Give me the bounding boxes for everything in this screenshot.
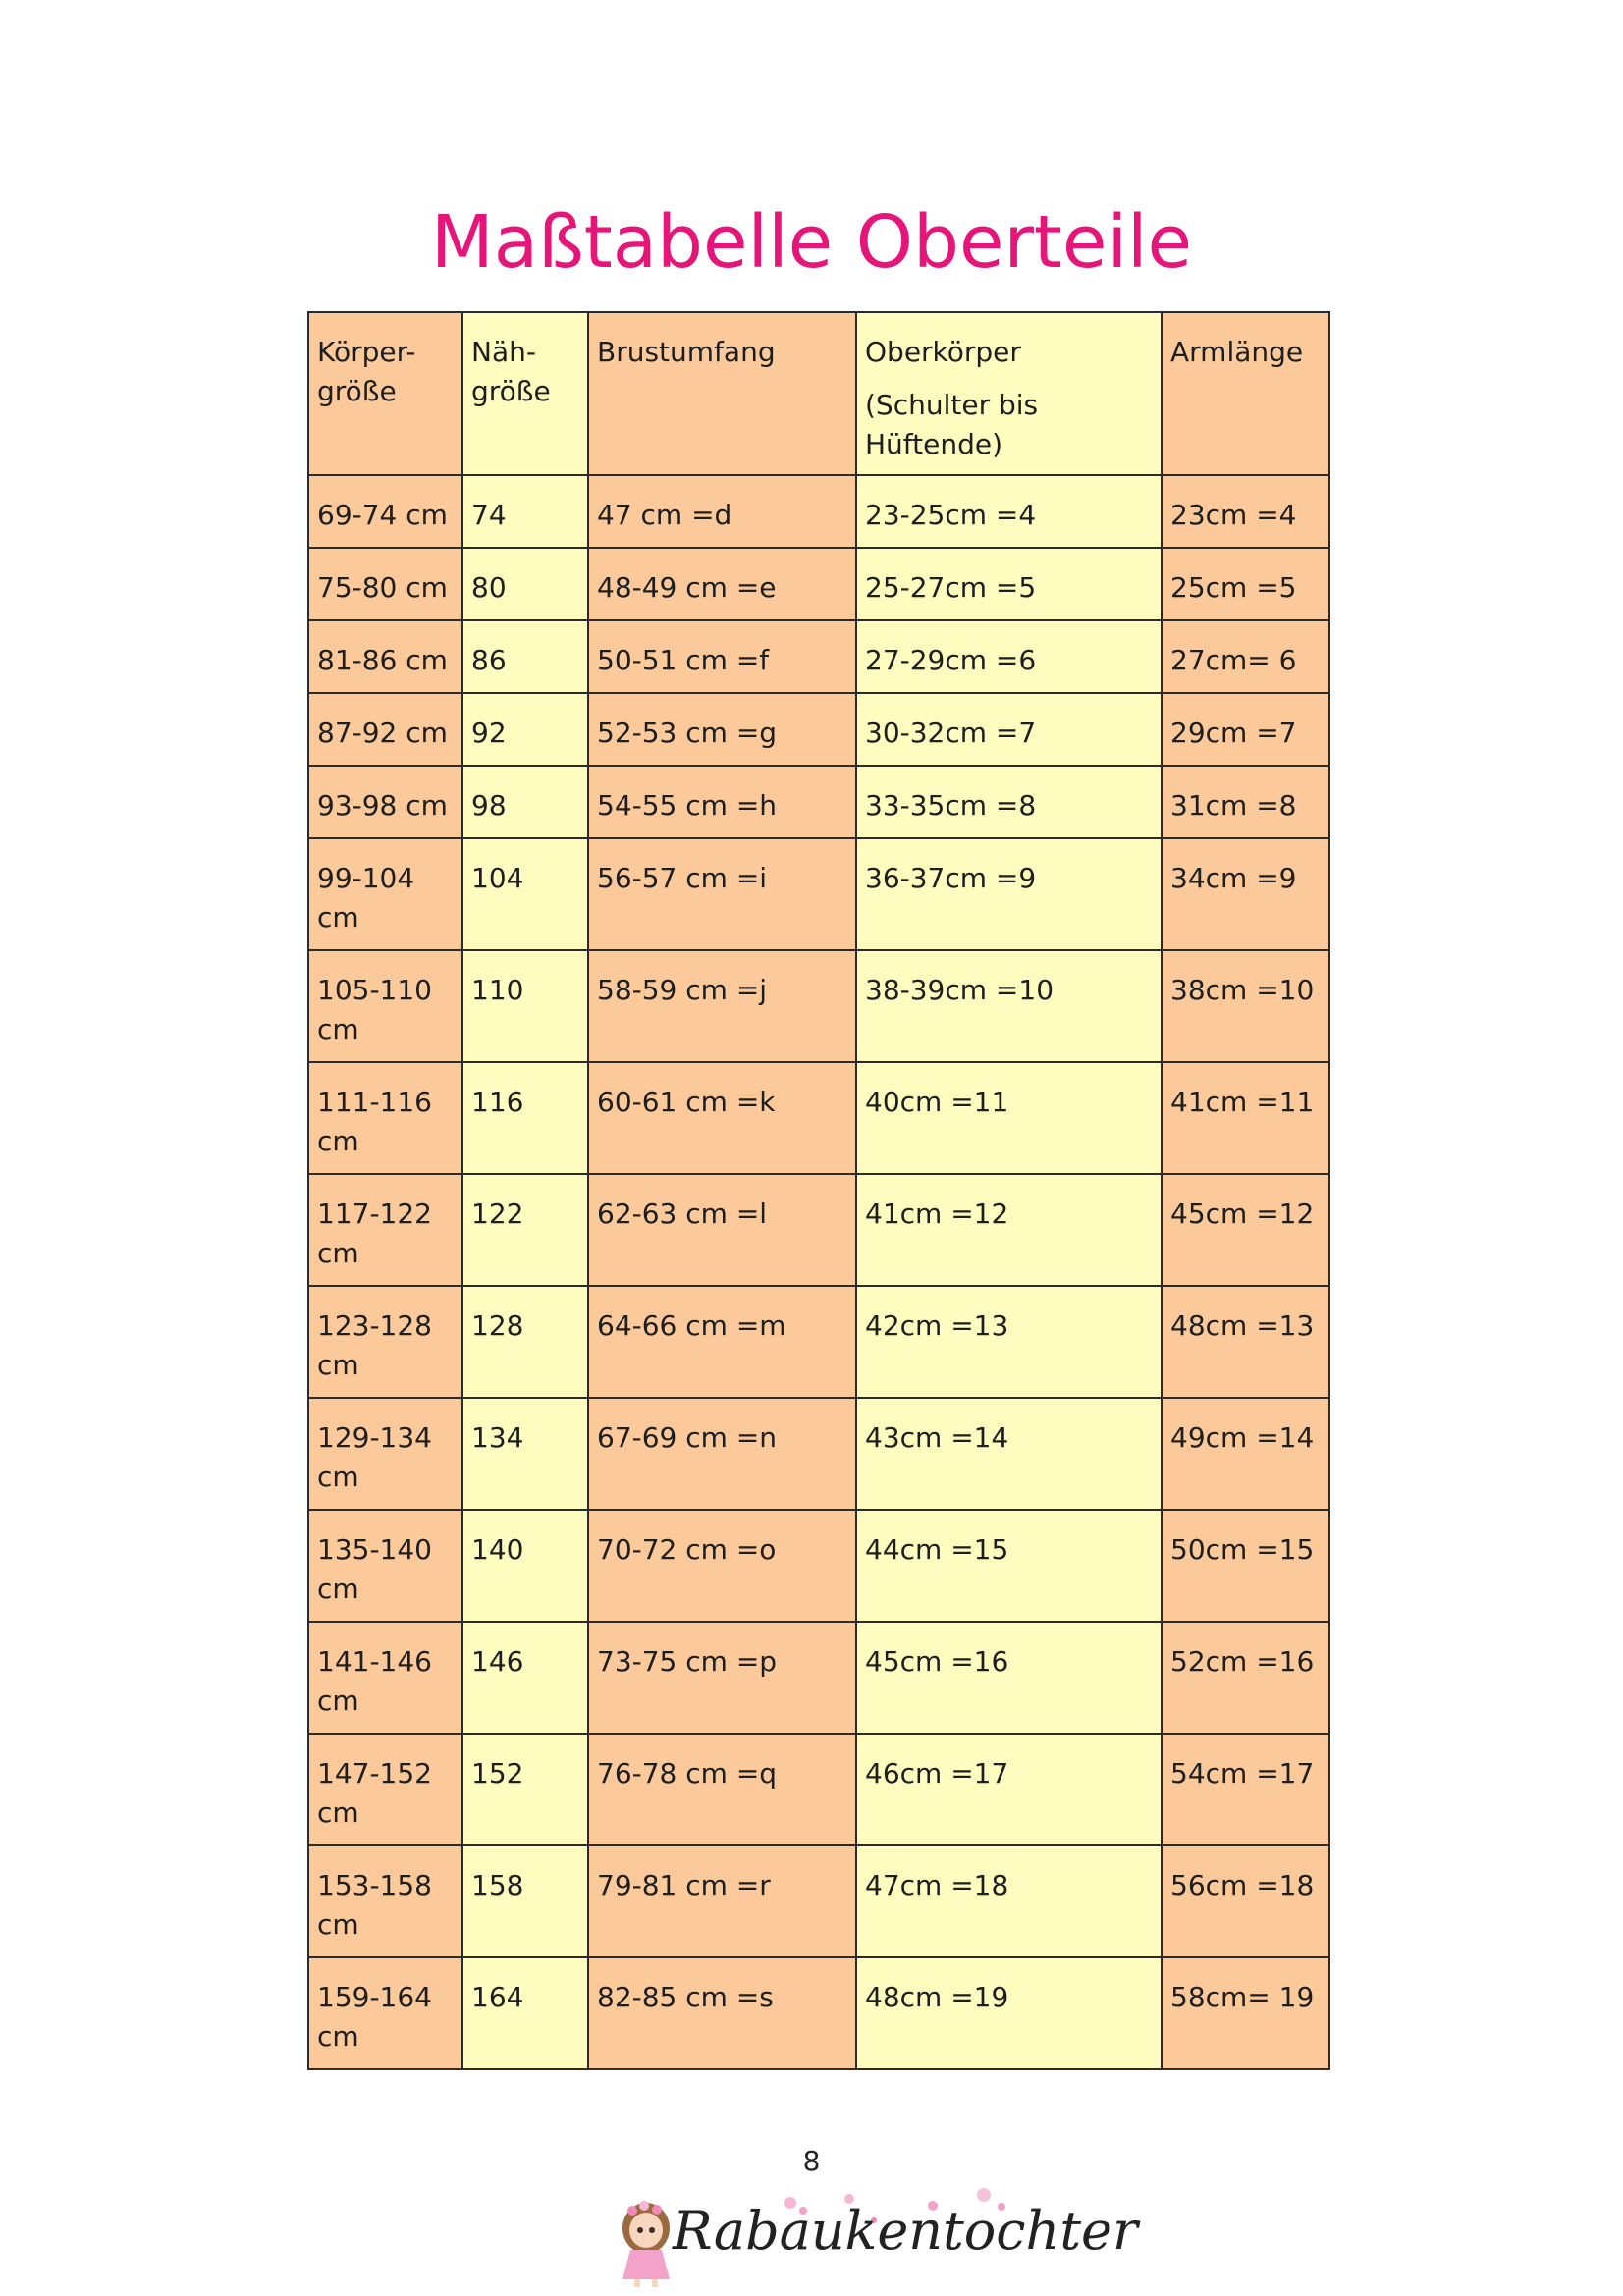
cell-brustumfang: 79-81 cm =r	[588, 1845, 856, 1957]
cell-naehgroesse: 140	[462, 1510, 588, 1622]
header-line: (Schulter bis	[865, 389, 1039, 421]
cell-brustumfang: 52-53 cm =g	[588, 693, 856, 766]
cell-brustumfang: 60-61 cm =k	[588, 1062, 856, 1174]
table-row	[308, 620, 1329, 693]
cell-koerpergroesse: 135-140 cm	[308, 1510, 462, 1622]
cell-brustumfang: 70-72 cm =o	[588, 1510, 856, 1622]
cell-naehgroesse: 80	[462, 548, 588, 620]
cell-koerpergroesse: 69-74 cm	[308, 475, 462, 548]
table-row	[308, 838, 1329, 950]
cell-naehgroesse: 86	[462, 620, 588, 693]
cell-brustumfang: 82-85 cm =s	[588, 1957, 856, 2069]
cell-naehgroesse: 164	[462, 1957, 588, 2069]
cell-armlaenge: 27cm= 6	[1162, 620, 1329, 693]
table-row	[308, 1062, 1329, 1174]
cell-naehgroesse: 98	[462, 766, 588, 838]
table-row	[308, 693, 1329, 766]
header-line: Näh-	[471, 336, 536, 368]
cell-armlaenge: 50cm =15	[1162, 1510, 1329, 1622]
cell-naehgroesse: 158	[462, 1845, 588, 1957]
table-row	[308, 1957, 1329, 2069]
cell-naehgroesse: 122	[462, 1174, 588, 1286]
cell-koerpergroesse: 75-80 cm	[308, 548, 462, 620]
brand-logo	[619, 2181, 1138, 2289]
cell-armlaenge: 52cm =16	[1162, 1622, 1329, 1734]
cell-koerpergroesse: 123-128 cm	[308, 1286, 462, 1398]
cell-armlaenge: 58cm= 19	[1162, 1957, 1329, 2069]
cell-koerpergroesse: 141-146 cm	[308, 1622, 462, 1734]
table-row	[308, 1174, 1329, 1286]
cell-oberkoerper: 40cm =11	[856, 1062, 1162, 1174]
cell-armlaenge: 25cm =5	[1162, 548, 1329, 620]
header-line: größe	[317, 375, 397, 407]
cell-koerpergroesse: 129-134 cm	[308, 1398, 462, 1510]
cell-oberkoerper: 36-37cm =9	[856, 838, 1162, 950]
cell-oberkoerper: 30-32cm =7	[856, 693, 1162, 766]
cell-armlaenge: 48cm =13	[1162, 1286, 1329, 1398]
cell-naehgroesse: 110	[462, 950, 588, 1062]
header-line: Oberkörper	[865, 336, 1021, 368]
cell-brustumfang: 67-69 cm =n	[588, 1398, 856, 1510]
cell-brustumfang: 47 cm =d	[588, 475, 856, 548]
table-row	[308, 1286, 1329, 1398]
page-number: 8	[802, 2145, 821, 2177]
table-row	[308, 950, 1329, 1062]
cell-armlaenge: 31cm =8	[1162, 766, 1329, 838]
cell-brustumfang: 64-66 cm =m	[588, 1286, 856, 1398]
cell-brustumfang: 73-75 cm =p	[588, 1622, 856, 1734]
cell-armlaenge: 45cm =12	[1162, 1174, 1329, 1286]
table-row	[308, 548, 1329, 620]
cell-naehgroesse: 74	[462, 475, 588, 548]
table-row	[308, 1398, 1329, 1510]
cell-naehgroesse: 116	[462, 1062, 588, 1174]
cell-armlaenge: 38cm =10	[1162, 950, 1329, 1062]
table-row	[308, 1622, 1329, 1734]
cell-koerpergroesse: 99-104 cm	[308, 838, 462, 950]
cell-oberkoerper: 46cm =17	[856, 1734, 1162, 1845]
cell-armlaenge: 29cm =7	[1162, 693, 1329, 766]
cell-brustumfang: 62-63 cm =l	[588, 1174, 856, 1286]
cell-koerpergroesse: 93-98 cm	[308, 766, 462, 838]
cell-armlaenge: 23cm =4	[1162, 475, 1329, 548]
cell-oberkoerper: 33-35cm =8	[856, 766, 1162, 838]
table-row	[308, 1734, 1329, 1845]
cell-naehgroesse: 152	[462, 1734, 588, 1845]
cell-brustumfang: 48-49 cm =e	[588, 548, 856, 620]
cell-brustumfang: 58-59 cm =j	[588, 950, 856, 1062]
cell-armlaenge: 49cm =14	[1162, 1398, 1329, 1510]
cell-naehgroesse: 104	[462, 838, 588, 950]
cell-oberkoerper: 44cm =15	[856, 1510, 1162, 1622]
cell-oberkoerper: 43cm =14	[856, 1398, 1162, 1510]
cell-armlaenge: 56cm =18	[1162, 1845, 1329, 1957]
cell-naehgroesse: 146	[462, 1622, 588, 1734]
cell-koerpergroesse: 159-164 cm	[308, 1957, 462, 2069]
header-koerpergroesse	[308, 312, 462, 475]
header-oberkoerper	[856, 312, 1162, 475]
size-table	[307, 311, 1330, 2070]
header-line: Körper-	[317, 336, 416, 368]
header-line: größe	[471, 375, 551, 407]
cell-armlaenge: 41cm =11	[1162, 1062, 1329, 1174]
cell-oberkoerper: 45cm =16	[856, 1622, 1162, 1734]
cell-koerpergroesse: 117-122 cm	[308, 1174, 462, 1286]
cell-armlaenge: 34cm =9	[1162, 838, 1329, 950]
cell-naehgroesse: 134	[462, 1398, 588, 1510]
table-header-row	[308, 312, 1329, 475]
cell-brustumfang: 76-78 cm =q	[588, 1734, 856, 1845]
cell-oberkoerper: 38-39cm =10	[856, 950, 1162, 1062]
cell-oberkoerper: 25-27cm =5	[856, 548, 1162, 620]
table-row	[308, 1510, 1329, 1622]
logo-text: Rabaukentochter	[673, 2200, 1138, 2262]
cell-oberkoerper: 47cm =18	[856, 1845, 1162, 1957]
cell-koerpergroesse: 87-92 cm	[308, 693, 462, 766]
header-line: Brustumfang	[597, 336, 776, 368]
cell-koerpergroesse: 153-158 cm	[308, 1845, 462, 1957]
cell-koerpergroesse: 105-110 cm	[308, 950, 462, 1062]
header-armlaenge	[1162, 312, 1329, 475]
cell-oberkoerper: 48cm =19	[856, 1957, 1162, 2069]
table-row	[308, 1845, 1329, 1957]
table-row	[308, 766, 1329, 838]
cell-koerpergroesse: 147-152 cm	[308, 1734, 462, 1845]
cell-oberkoerper: 42cm =13	[856, 1286, 1162, 1398]
cell-koerpergroesse: 111-116 cm	[308, 1062, 462, 1174]
cell-oberkoerper: 27-29cm =6	[856, 620, 1162, 693]
header-brustumfang	[588, 312, 856, 475]
header-naehgroesse	[462, 312, 588, 475]
cell-armlaenge: 54cm =17	[1162, 1734, 1329, 1845]
header-line: Hüftende)	[865, 428, 1003, 460]
table-row	[308, 475, 1329, 548]
cell-oberkoerper: 23-25cm =4	[856, 475, 1162, 548]
header-line: Armlänge	[1170, 336, 1304, 368]
cell-naehgroesse: 92	[462, 693, 588, 766]
cell-oberkoerper: 41cm =12	[856, 1174, 1162, 1286]
cell-brustumfang: 56-57 cm =i	[588, 838, 856, 950]
page-title: Maßtabelle Oberteile	[430, 200, 1193, 285]
cell-brustumfang: 54-55 cm =h	[588, 766, 856, 838]
cell-koerpergroesse: 81-86 cm	[308, 620, 462, 693]
cell-brustumfang: 50-51 cm =f	[588, 620, 856, 693]
cell-naehgroesse: 128	[462, 1286, 588, 1398]
